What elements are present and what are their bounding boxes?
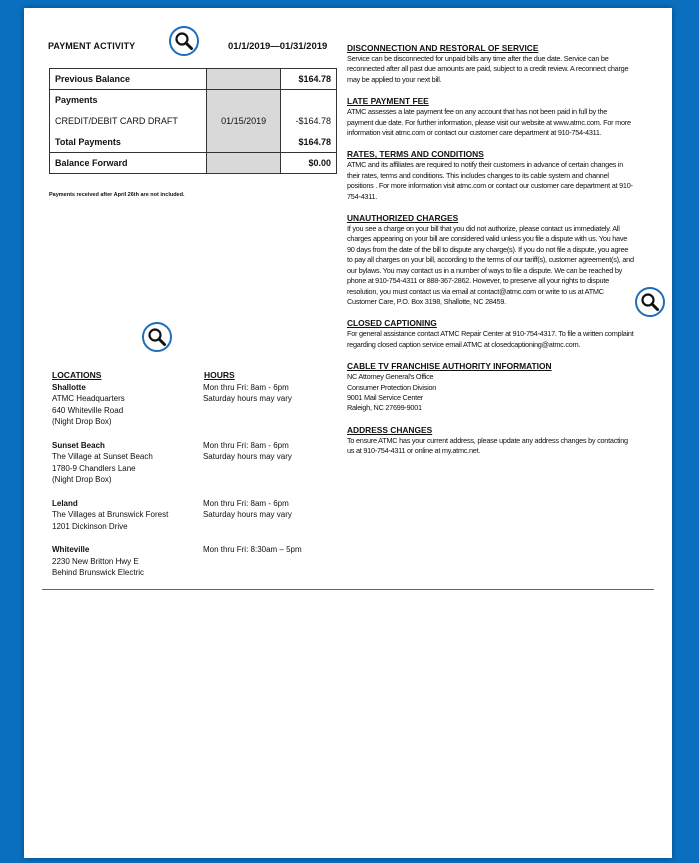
card-draft-date: 01/15/2019	[207, 111, 281, 132]
location-line: 2230 New Britton Hwy E	[52, 556, 139, 566]
section-body: Service can be disconnected for unpaid bills any time after the due date. Service can be reconnected after all past due amounts are paid, subject to a credit review. A reconnect charge may be applied to your next bill.	[347, 54, 629, 84]
terms-section	[347, 43, 635, 85]
payment-activity-date-range: 01/1/2019—01/31/2019	[228, 41, 328, 52]
location-hours: Saturday hours may vary	[202, 510, 292, 519]
section-title: UNAUTHORIZED CHARGES	[347, 213, 459, 224]
card-draft-row	[50, 111, 337, 132]
terms-section	[347, 149, 635, 202]
balance-forward-row	[50, 153, 337, 174]
terms-section	[347, 96, 635, 138]
section-body: For general assistance contact ATMC Repair Center at 910-754-4317. To file a written complaint regarding closed caption service email ATMC at closedcaptioning@atmc.com.	[347, 329, 634, 349]
bill-page	[24, 8, 672, 858]
location-line: (Night Drop Box)	[52, 417, 112, 426]
previous-balance-label: Previous Balance	[50, 69, 207, 90]
section-title: RATES, TERMS AND CONDITIONS	[347, 149, 484, 160]
location-line: 1780-9 Chandlers Lane	[52, 463, 136, 473]
total-payments-amount: $164.78	[281, 132, 337, 153]
location-hours: Saturday hours may vary	[202, 394, 292, 403]
locations-heading: LOCATIONS	[52, 370, 102, 380]
location-item	[52, 498, 342, 533]
terms-section	[347, 213, 635, 307]
location-hours: Mon thru Fri: 8:30am – 5pm	[202, 545, 302, 554]
section-body: To ensure ATMC has your current address, please update any address changes by contacting us at 910-754-4311 or online at my.atmc.net.	[347, 435, 628, 456]
location-name: Whiteville	[52, 545, 90, 554]
total-payments-row	[50, 132, 337, 153]
terms-section	[347, 361, 635, 414]
section-title: ADDRESS CHANGES	[347, 424, 433, 435]
section-line: Consumer Protection Division	[347, 382, 437, 392]
payments-header-label: Payments	[50, 90, 207, 111]
terms-column	[347, 43, 635, 468]
location-line: 1201 Dickinson Drive	[52, 521, 128, 531]
location-line: ATMC Headquarters	[52, 394, 125, 403]
section-line: 9001 Mail Service Center	[347, 392, 423, 402]
location-line: The Villages at Brunswick Forest	[52, 510, 169, 519]
total-payments-label: Total Payments	[50, 132, 207, 153]
location-line: The Village at Sunset Beach	[52, 452, 153, 461]
location-line: (Night Drop Box)	[52, 475, 112, 484]
location-name: Leland	[52, 498, 78, 508]
previous-balance-amount: $164.78	[281, 69, 337, 90]
terms-section	[347, 425, 635, 457]
hours-heading: HOURS	[204, 370, 235, 380]
location-item	[52, 382, 342, 428]
location-hours: Mon thru Fri: 8am - 6pm	[202, 498, 289, 508]
balance-forward-amount: $0.00	[281, 153, 337, 174]
location-hours: Mon thru Fri: 8am - 6pm	[202, 440, 289, 450]
location-line: 640 Whiteville Road	[52, 405, 124, 415]
section-body: ATMC assesses a late payment fee on any account that has not been paid in full by the payment due date. For further information, please visit our website at www.atmc.com. For more information visit atmc.com or contact our customer care department at 910-754-4311.	[347, 107, 631, 138]
zoom-unauthorized-charges-icon[interactable]	[635, 287, 665, 317]
section-body: If you see a charge on your bill that you did not authorize, please contact us immediately. All charges appearing on your bill are considered valid unless you file a dispute with us. You have 90 days from the date of the bill to dispute any charge(s). If you do not file a dispute, you agree to pay all charges on your bill, according to the terms of our tariff(s), customer agreement(s), and our bylaws. You may contact us in a number of ways to file a dispute. We can be reached by phone at 910-754-4311 or 888-367-2862. However, to preserve all your rights to dispute resolution, you must contact us via email at contact@atmc.com or write to us at ATMC Customer Care, P.O. Box 3198, Shallotte, NC 28459.	[347, 224, 634, 306]
section-title: CLOSED CAPTIONING	[347, 318, 437, 329]
section-title: DISCONNECTION AND RESTORAL OF SERVICE	[347, 43, 539, 53]
balance-forward-label: Balance Forward	[50, 153, 207, 174]
card-draft-amount: -$164.78	[281, 111, 337, 132]
zoom-payment-activity-icon[interactable]	[169, 26, 199, 56]
location-hours: Saturday hours may vary	[202, 452, 292, 461]
section-title: LATE PAYMENT FEE	[347, 96, 429, 107]
location-name: Shallotte	[52, 382, 86, 392]
zoom-locations-icon[interactable]	[142, 322, 172, 352]
payments-header-row	[50, 90, 337, 111]
payment-activity-title: PAYMENT ACTIVITY	[48, 41, 136, 51]
page-divider	[42, 589, 654, 590]
terms-section	[347, 318, 635, 350]
payment-footnote: Payments received after April 26th are not included.	[49, 192, 185, 198]
section-body: ATMC and its affiliates are required to notify their customers in advance of certain changes in their rates, terms and conditions. This includes changes to its cable system and channel positions . For more information visit atmc.com or contact our customer care department at 910-754-4311.	[347, 160, 633, 201]
location-item	[52, 544, 342, 579]
previous-balance-row	[50, 69, 337, 90]
location-line: Behind Brunswick Electric	[52, 568, 145, 577]
location-item	[52, 440, 342, 486]
payment-activity-table	[49, 68, 337, 174]
section-line: NC Attorney General's Office	[347, 372, 434, 382]
location-name: Sunset Beach	[52, 440, 105, 450]
card-draft-label: CREDIT/DEBIT CARD DRAFT	[50, 111, 207, 132]
section-line: Raleigh, NC 27699-9001	[347, 403, 422, 413]
locations-section	[52, 370, 342, 591]
section-title: CABLE TV FRANCHISE AUTHORITY INFORMATION	[347, 361, 552, 372]
location-hours: Mon thru Fri: 8am - 6pm	[202, 382, 289, 392]
